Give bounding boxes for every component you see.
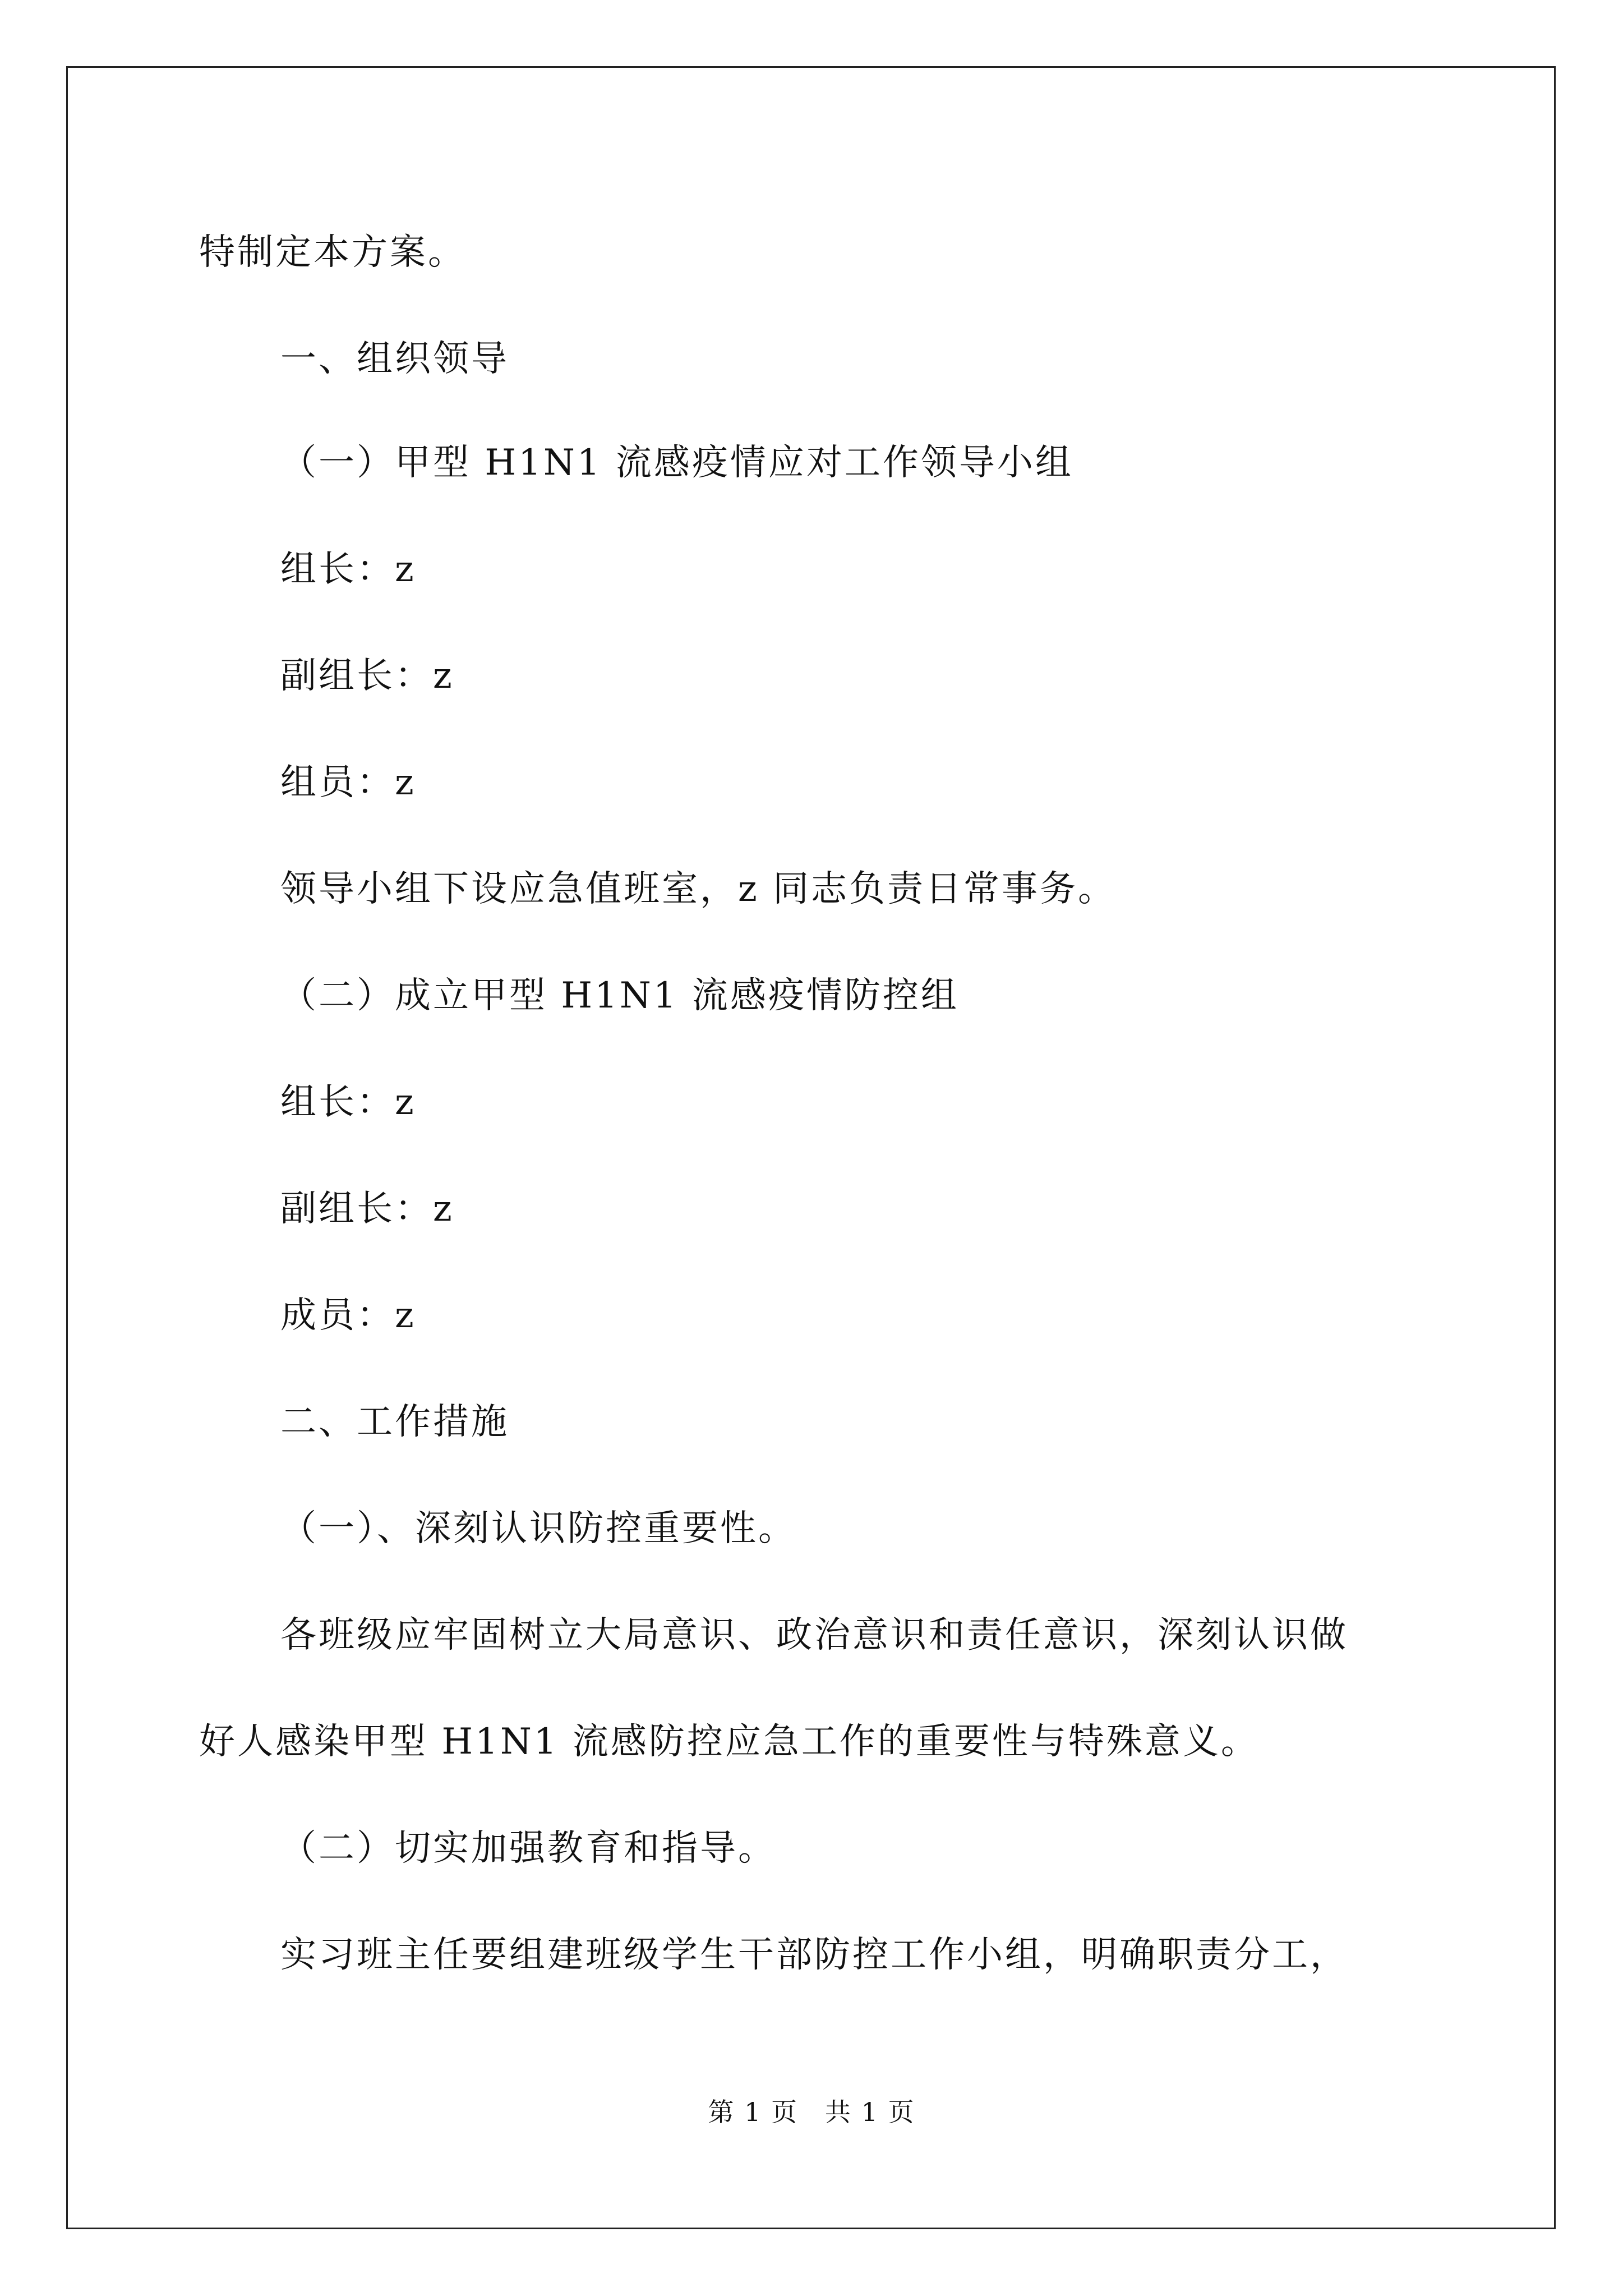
section-heading: 一、组织领导 bbox=[280, 338, 509, 380]
page-number-footer: 第 1 页 共 1 页 bbox=[708, 2097, 915, 2127]
paragraph-line: 组员：z bbox=[280, 762, 416, 803]
subsection-heading: （一）甲型 H1N1 流感疫情应对工作领导小组 bbox=[280, 442, 1073, 484]
paragraph-line: 领导小组下设应急值班室，z 同志负责日常事务。 bbox=[280, 868, 1117, 910]
subsection-heading: （一）、深刻认识防控重要性。 bbox=[280, 1508, 796, 1549]
paragraph-line: 副组长：z bbox=[280, 1188, 454, 1230]
page-border bbox=[66, 66, 1556, 2229]
paragraph-line: 组长：z bbox=[280, 549, 416, 590]
paragraph-line: 实习班主任要组建班级学生干部防控工作小组，明确职责分工， bbox=[280, 1934, 1348, 1976]
paragraph-line: 成员：z bbox=[280, 1295, 416, 1336]
paragraph-line: 副组长：z bbox=[280, 655, 454, 697]
paragraph-line: 组长：z bbox=[280, 1082, 416, 1123]
section-heading: 二、工作措施 bbox=[280, 1401, 509, 1443]
paragraph-line: 各班级应牢固树立大局意识、政治意识和责任意识，深刻认识做 bbox=[280, 1614, 1348, 1656]
paragraph-line: 好人感染甲型 H1N1 流感防控应急工作的重要性与特殊意义。 bbox=[199, 1721, 1259, 1763]
subsection-heading: （二）成立甲型 H1N1 流感疫情防控组 bbox=[280, 975, 959, 1016]
paragraph-line: 特制定本方案。 bbox=[199, 232, 466, 273]
subsection-heading: （二）切实加强教育和指导。 bbox=[280, 1828, 776, 1869]
